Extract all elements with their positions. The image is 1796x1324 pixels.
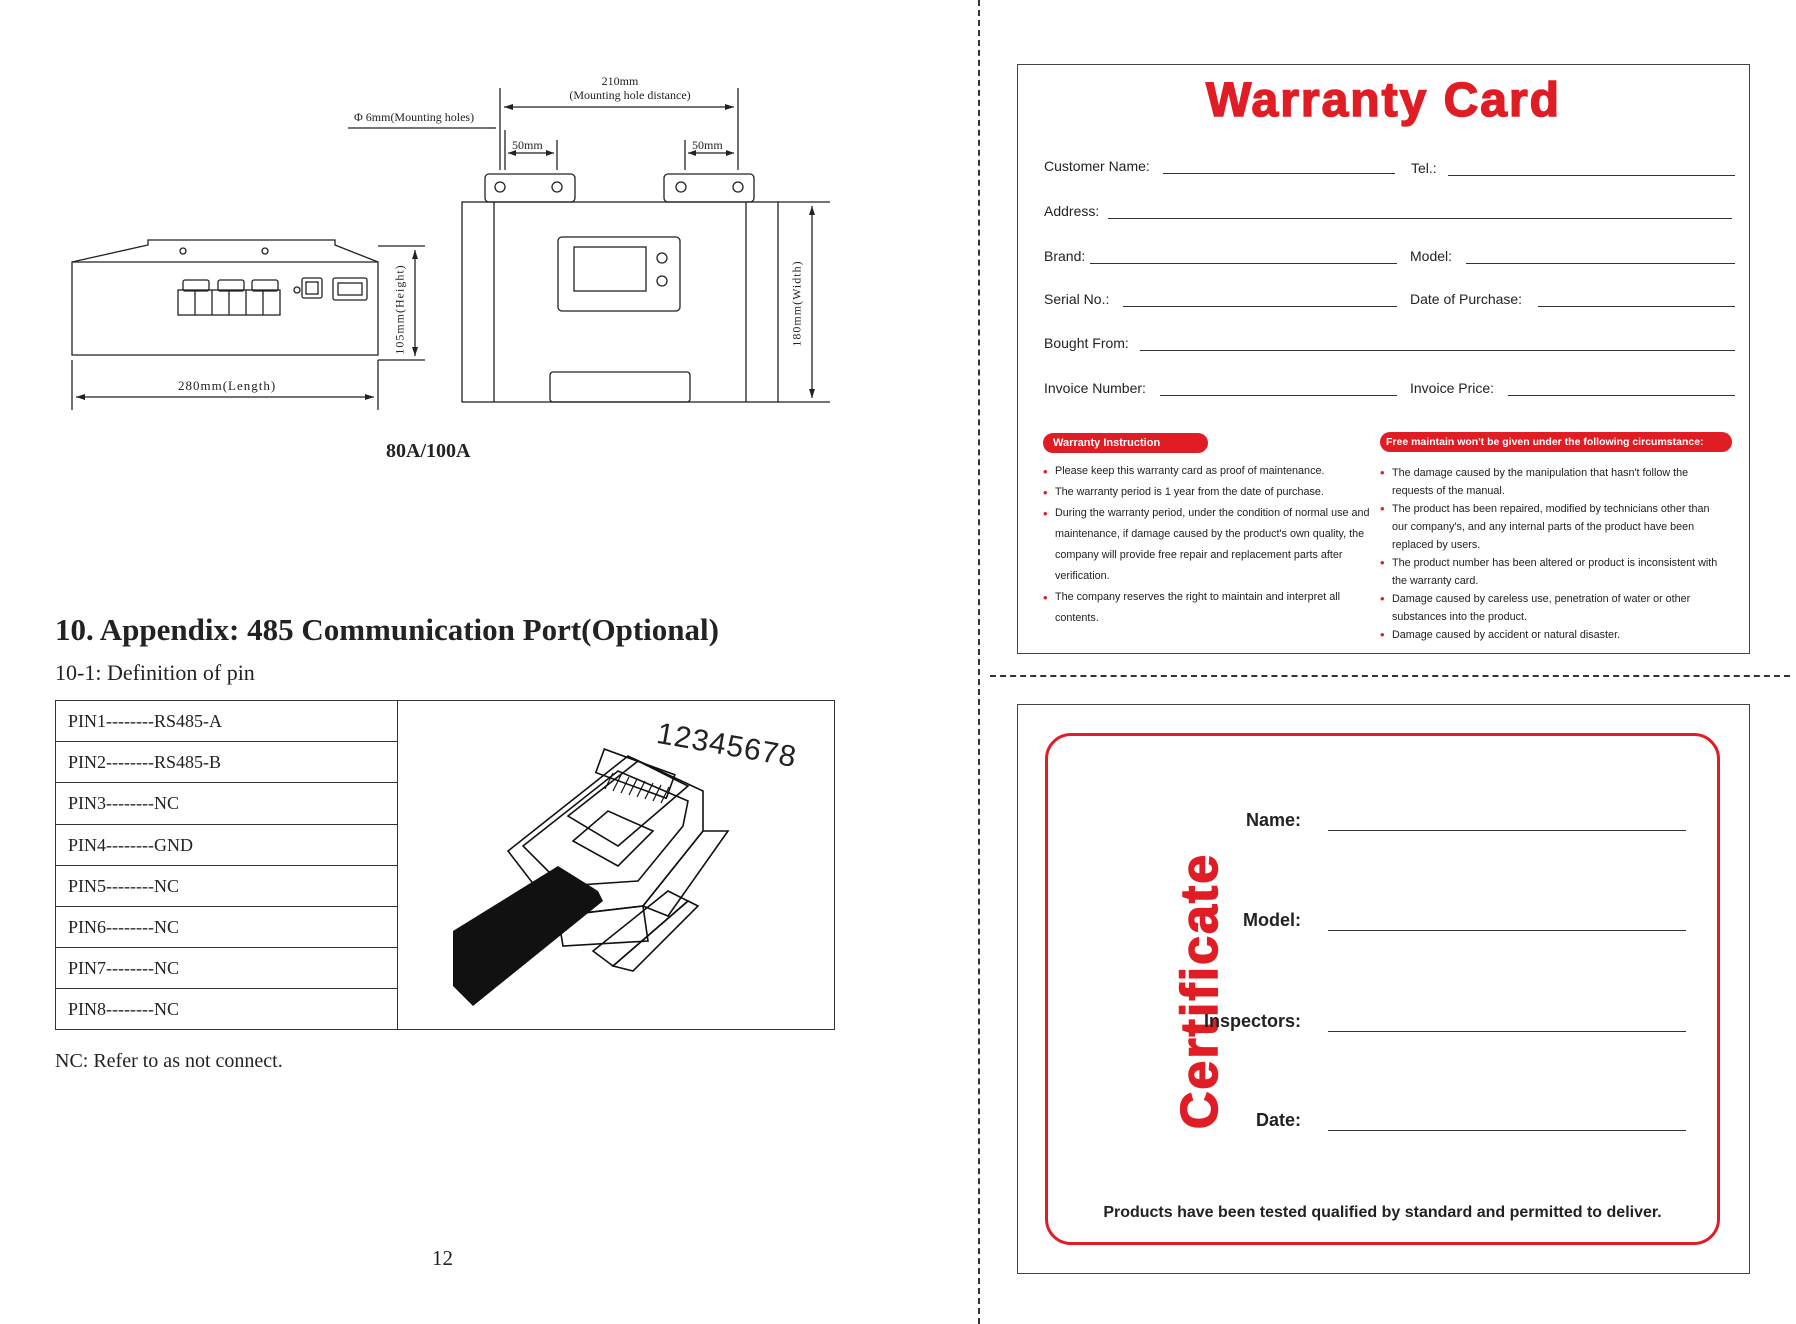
bought-from-field[interactable] [1140,350,1735,351]
pin-row: PIN2--------RS485-B [56,742,397,783]
exclusion-badge: Free maintain won't be given under the following circumstance: [1380,432,1732,452]
pin-row: PIN7--------NC [56,948,397,989]
list-item: • The product has been repaired, modified by technicians other than our company's, and any internal parts of the product have been replaced by users. [1380,500,1725,554]
warranty-card-title: Warranty Card [1206,74,1561,127]
page-number: 12 [432,1246,453,1270]
list-item: • The warranty period is 1 year from the date of purchase. [1043,482,1378,503]
brand-label: Brand: [1044,248,1086,264]
invoice-number-field[interactable] [1160,395,1397,396]
date-of-purchase-label: Date of Purchase: [1410,291,1523,307]
hole-distance-label: (Mounting hole distance) [569,88,691,102]
serial-no-label: Serial No.: [1044,291,1110,307]
pin-row: PIN8--------NC [68,999,179,1020]
page-divider-vertical [978,0,980,1324]
bought-from-label: Bought From: [1044,335,1129,351]
customer-name-field[interactable] [1163,173,1395,174]
list-item: • Damage caused by accident or natural disaster. [1380,626,1725,644]
model-field[interactable] [1466,263,1735,264]
certificate-title: Certificate [1171,852,1229,1130]
brand-field[interactable] [1090,263,1397,264]
address-field[interactable] [1108,218,1732,219]
warranty-instruction-list [1043,461,1378,629]
cert-name-field[interactable] [1328,830,1686,831]
list-item: • The company reserves the right to maintain and interpret all contents. [1043,587,1378,629]
invoice-price-field[interactable] [1508,395,1735,396]
certificate-footer: Products have been tested qualified by standard and permitted to deliver. [1103,1204,1662,1221]
certificate-card [1017,704,1750,1274]
dimension-drawing [0,0,975,430]
pin-row: PIN4--------GND [56,825,397,866]
cert-inspectors-label: Inspectors: [1203,1011,1301,1031]
date-of-purchase-field[interactable] [1538,306,1735,307]
tel-label: Tel.: [1411,160,1437,176]
list-item: • The product number has been altered or product is inconsistent with the warranty card. [1380,554,1725,590]
length-label: 280mm(Length) [178,378,277,393]
nc-note: NC: Refer to as not connect. [55,1050,283,1072]
width-label: 180mm(Width) [789,260,804,347]
list-item: • Please keep this warranty card as proof of maintenance. [1043,461,1378,482]
hole-distance-value: 210mm [601,74,639,88]
pin-row: PIN6--------NC [56,907,397,948]
appendix-heading: 10. Appendix: 485 Communication Port(Optional) [55,612,719,647]
height-label: 105mm(Height) [392,264,407,355]
page-divider-horizontal [990,675,1790,677]
warranty-instruction-badge: Warranty Instruction [1043,433,1208,453]
exclusion-list [1380,464,1725,644]
margin-right-label: 50mm [692,138,723,152]
cert-model-label: Model: [1243,910,1301,930]
list-item: • Damage caused by careless use, penetration of water or other substances into the product. [1380,590,1725,626]
customer-name-label: Customer Name: [1044,158,1150,174]
certificate-frame [1045,733,1720,1245]
tel-field[interactable] [1448,175,1735,176]
cert-name-label: Name: [1245,810,1301,830]
model-label: 80A/100A [386,440,471,462]
warranty-card [1017,64,1750,654]
cert-model-field[interactable] [1328,930,1686,931]
pin-row: PIN5--------NC [56,866,397,907]
pin-row: PIN1--------RS485-A [56,701,397,742]
pin-list [56,701,398,1029]
pin-row: PIN3--------NC [56,783,397,824]
cert-date-label: Date: [1255,1110,1301,1130]
invoice-price-label: Invoice Price: [1410,380,1495,396]
address-label: Address: [1044,203,1100,219]
margin-left-label: 50mm [512,138,543,152]
list-item: • During the warranty period, under the condition of normal use and maintenance, if damage caused by the product's own quality, the company will provide free repair and replacement parts after verification. [1043,503,1378,587]
list-item: • The damage caused by the manipulation that hasn't follow the requests of the manual. [1380,464,1725,500]
pin-table [55,700,835,1030]
model-label: Model: [1410,248,1453,264]
invoice-number-label: Invoice Number: [1044,380,1146,396]
cert-inspectors-field[interactable] [1328,1031,1686,1032]
pin-numbers-label: 12345678 [654,716,800,775]
cert-date-field[interactable] [1328,1130,1686,1131]
serial-no-field[interactable] [1123,306,1397,307]
pin-definition-subheading: 10-1: Definition of pin [55,660,255,685]
mounting-holes-label: Φ 6mm(Mounting holes) [354,110,475,124]
